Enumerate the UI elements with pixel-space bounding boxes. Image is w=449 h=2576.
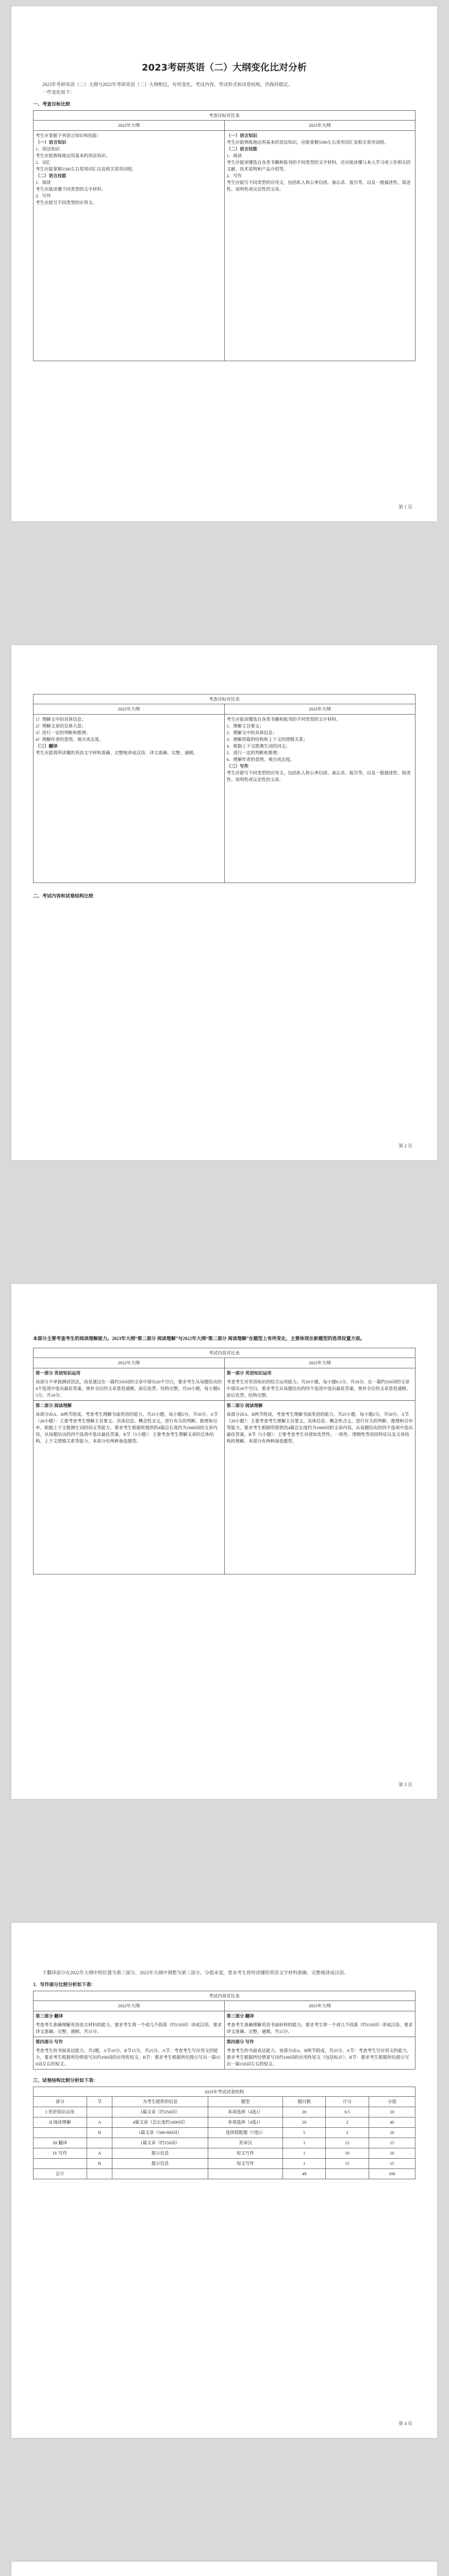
col-header-2023: 2023年大纲: [224, 2001, 415, 2011]
cell-line: 2．理解文中的具体信息；: [226, 730, 277, 735]
part-body: 该部分不单独测试语法，而是通过在一篇约350词的文章中留出20个空白，要求考生从每题给出的4个选项中选出最佳答案，使补全后的文章意思通顺、前后连贯、结构完整。共20小题，每小题0.5分，共10分。: [36, 1379, 222, 1398]
part-title: 第二部分 阅读理解: [36, 1403, 72, 1408]
page-footer: [398, 1142, 412, 1149]
part-title: 第一部分 英语知识运用: [226, 1370, 272, 1376]
cell-line: 2．词汇: [36, 160, 51, 165]
col-header: 题型: [208, 2097, 283, 2107]
objectives-table: [33, 120, 415, 361]
col-header-2022: 2022年大纲: [34, 2001, 225, 2011]
page-number: 1: [404, 504, 407, 510]
cell: 多项选择（4选1）: [208, 2107, 283, 2117]
page-suffix: 页: [407, 504, 412, 510]
section-heading-objectives: 一、考查目标比较: [33, 101, 71, 107]
cell: 1篇文章（约150词）: [112, 2138, 208, 2148]
cell-line: 考生应能写不同类型的应用文，包括私人和公务信函、备忘录、报告等，以及一般描述性、叙述性、说明性或议论性的文章。: [226, 770, 411, 782]
cell: 4篇文章（总长度约1600词）: [112, 2117, 208, 2128]
part-body: 考查考生准确理解英语书面材料的能力。要求考生将一个或几个段落（约150词）译成汉语。要求译文准确、完整、通顺。共15分。: [226, 2022, 413, 2034]
cell: 15: [326, 2159, 369, 2169]
table-row: [34, 2138, 415, 2148]
page-5: [11, 2562, 437, 2576]
section-summary: 本部分主要考查考生的阅读理解能力。2023年大纲“第二部分 阅读理解”与2022年大纲“第二部分 阅读理解”在题型上有所变化，主要体现在新题型的选项设置方面。: [33, 1336, 365, 1341]
page-number: 3: [404, 1782, 407, 1787]
cell-2023: [224, 131, 415, 361]
col-header-2023: 2023年大纲: [224, 121, 415, 131]
part-title: 第四部分 写作: [36, 2039, 63, 2044]
cell: 20: [282, 2117, 325, 2128]
table-row: [34, 2169, 415, 2179]
page-label: 第: [398, 2421, 403, 2426]
col-header-2023: 2023年大纲: [224, 704, 415, 715]
cell: B: [87, 2159, 112, 2169]
part-body: 考查考生的书面表达能力。共2题，A节10分，B节15分，共25分。A节：考查考生写应用文的能力，要求考生根据所给情景写出约100词的应用性短文。B节：要求考生根据所给提示写出一篇150词左右的短文。: [36, 2048, 221, 2066]
page-5-content: [33, 2562, 415, 2576]
structure-subheading: 三、试卷结构比较分析如下表：: [33, 2078, 98, 2083]
table-caption: 考试内容对比表: [33, 1348, 415, 1358]
document-title: 2023考研英语（二）大纲变化比对分析: [141, 62, 307, 73]
page-4: [11, 1923, 437, 2438]
intro-paragraph-2: 一些变化如下：: [42, 90, 75, 95]
cell: 0.5: [326, 2107, 369, 2117]
cell: 2: [326, 2117, 369, 2128]
cell: 提示信息: [112, 2148, 208, 2159]
cell-line: 考生应能写不同类型的应用文。: [36, 200, 97, 205]
table-caption: 考试内容对比表: [33, 1991, 415, 2001]
page-2: [11, 645, 437, 1160]
col-header: 部分: [34, 2097, 87, 2107]
cell: I 英语知识运用: [34, 2107, 87, 2117]
cell-line: 4）理解作者的意图、观点或态度。: [36, 737, 104, 742]
page-footer: [398, 1781, 412, 1788]
cell-line: （三）翻译: [36, 743, 58, 749]
page-footer: [398, 2420, 412, 2427]
part-body: 考查考生准确理解英语语言材料的能力。要求考生将一个或几个段落（约150词）译成汉语，要求译文准确、完整、通顺。共15分。: [36, 2022, 222, 2034]
cell-line: 1．阅读: [226, 153, 242, 158]
cell: [87, 2107, 112, 2117]
cell-line: 2．写作: [226, 173, 242, 178]
cell-2022-part2: [34, 1401, 225, 1574]
translation-note: 于翻译部分在2022年大纲中的位置为第三部分，2023年大纲中调整为第三部分，分值未变，要求考生将所读懂的英语文字材料准确、完整地译成汉语。: [42, 1970, 349, 1975]
cell-line: 1．理解主旨要义；: [226, 723, 264, 728]
col-header-2023: 2023年大纲: [224, 1358, 415, 1368]
part-body: 该部分由A、B两节组成，考查考生理解书面英语的能力。共25小题，每小题2分，共50分。A节（20小题）：主要考查考生理解主旨要义、具体信息、概念性含义，进行有关的判断、推理和引申等能力。要求考生根据所提供的4篇总长度约为1600词的文章内容，从每题给出的四个选项中选出最佳答案。B节（5小题）：主要考查考生对诸如连贯性、一致性、逻辑性等语段特征以及文章结构的理解。本部分有两种备选题型。: [226, 1412, 413, 1444]
col-header-2022: 2022年大纲: [34, 704, 225, 715]
table-row: [34, 2117, 415, 2128]
page-suffix: 页: [407, 2421, 412, 2426]
part-title: 第一部分 英语知识运用: [36, 1370, 81, 1376]
page-label: 第: [398, 1143, 403, 1148]
cell: 100: [369, 2169, 415, 2179]
cell-line: 3）进行一定的判断和推理；: [36, 730, 91, 735]
cell: 5: [282, 2128, 325, 2138]
part-body: 考查考生的书面表达能力。该部分由A、B两节组成，共25分。A节：考查考生写应用文的能力，要求考生根据所给情景写出约100词的应用性短文（包括标点）。B节：要求考生根据所给提示写出一篇150词左右的短文。: [226, 2048, 411, 2066]
page-3-content: [33, 1284, 415, 1574]
intro-paragraph: 2023年考研英语（二）大纲与2022年考研英语（二）大纲相比，有所变化。考试内容、考试形式和试卷结构，仍保持稳定。: [42, 82, 293, 87]
cell: 多项选择（4选1）: [208, 2117, 283, 2128]
part-title: 第三部分 翻译: [36, 2013, 63, 2019]
cell-line: （三）写作: [226, 764, 249, 769]
cell: [326, 2169, 369, 2179]
cell-line: 1．阅读: [36, 180, 51, 185]
cell-line: （一）语言知识: [36, 140, 66, 145]
cell: A: [87, 2148, 112, 2159]
objectives-table-continued: [33, 704, 415, 883]
cell-line: 考生应能掌握5500左右常用词汇以及相关常用词组。: [36, 166, 137, 172]
cell-line: 考生应能将所读懂的英语文字材料准确、完整地译成汉语，译文准确、完整、通顺。: [36, 750, 198, 755]
cell-2023-part1: [224, 1368, 415, 1401]
cell-line: 1）理解文中的具体信息；: [36, 717, 86, 722]
cell: 2: [326, 2128, 369, 2138]
part-title: 第三部分 翻译: [226, 2013, 254, 2019]
cell: 20: [282, 2107, 325, 2117]
cell-line: 考生应掌握下列语言知识和技能：: [36, 133, 102, 138]
cell: 40: [369, 2117, 415, 2128]
cell: 1篇文章（500-600词）: [112, 2128, 208, 2138]
cell-2023-translation: [224, 2011, 415, 2037]
cell: 48: [282, 2169, 325, 2179]
cell-line: 6．理解作者的意图、观点或态度。: [226, 757, 295, 762]
page-suffix: 页: [407, 1782, 412, 1787]
cell-2023: [224, 715, 415, 883]
table-row: [34, 2159, 415, 2169]
writing-subheading: 3．写作部分比较分析如下表：: [33, 1982, 96, 1987]
cell: [208, 2169, 283, 2179]
cell: 英译汉: [208, 2138, 283, 2148]
translation-writing-table: [33, 2001, 415, 2070]
cell-line: （二）语言技能: [36, 173, 66, 178]
cell: 短文写作: [208, 2159, 283, 2169]
cell-line: 5．进行一定的判断和推理；: [226, 750, 281, 755]
cell-line: （二）语言技能: [226, 146, 258, 151]
table-caption: 2023年考试试卷结构: [33, 2087, 415, 2096]
cell-line: 考生应能读懂选自各类书籍和报刊的不同类型的文字材料。: [226, 717, 341, 722]
cell: 1: [282, 2148, 325, 2159]
cell-2023-part2: [224, 1401, 415, 1574]
table-row: [34, 2107, 415, 2117]
part-body: 该部分由A、B两节组成，考查考生理解书面英语的能力。共25小题，每小题2分，共50分。A节（20小题）：主要考查考生理解主旨要义、具体信息、概念性含义，进行有关的判断、推理和引申，根据上下文推测生词的词义等能力。要求考生根据所提供的4篇总长度约为1600词的文章内容，从每题给出的四个选项中选出最佳答案。B节（5小题）：主要考查考生理解文章的总体结构、上下文逻辑关系等能力。本部分有两种备选题型。: [36, 1412, 218, 1444]
cell: [87, 2138, 112, 2148]
page-footer: [398, 503, 412, 510]
cell-line: 2．写作: [36, 193, 51, 198]
cell: A: [87, 2117, 112, 2128]
cell: 10: [369, 2148, 415, 2159]
page-1: [11, 6, 437, 521]
cell: III 翻译: [34, 2138, 87, 2148]
table-row: [34, 2148, 415, 2159]
page-number: 4: [404, 2421, 407, 2426]
cell-line: （一）语言知识: [226, 133, 258, 138]
cell: 短文写作: [208, 2148, 283, 2159]
cell-line: 考生应能写不同类型的应用文，包括私人和公务信函、备忘录、报告等，以及一般描述性、叙述性、说明性或议论性的文章。: [226, 180, 411, 192]
col-header: 节: [87, 2097, 112, 2107]
col-header-2022: 2022年大纲: [34, 1358, 225, 1368]
content-table: [33, 1358, 415, 1574]
page-label: 第: [398, 504, 403, 510]
table-row: [34, 2128, 415, 2138]
cell: 1篇文章（约350词）: [112, 2107, 208, 2117]
cell-line: 考生应能熟练地运用基本的语法知识。: [36, 153, 110, 158]
cell: 总计: [34, 2169, 87, 2179]
cell-line: 考生应能读懂不同类型的文字材料。: [36, 187, 106, 192]
cell-line: 3．理解语篇的结构和上下文的逻辑关系；: [226, 737, 308, 742]
col-header: 计分: [326, 2097, 369, 2107]
cell: 1: [282, 2138, 325, 2148]
cell: B: [87, 2128, 112, 2138]
cell: 15: [369, 2138, 415, 2148]
col-header: 分值: [369, 2097, 415, 2107]
cell-line: 4．根据上下文推测生词的词义；: [226, 743, 290, 749]
part-body: 考查考生对英语知识的综合运用能力。共20小题，每小题0.5分，共10分。在一篇约350词的文章中留出20个空白，要求考生从每题给出的四个选项中选出最佳答案，使补全后的文章意思通顺、前后连贯、结构完整。: [226, 1379, 411, 1398]
section-heading-content: 二、考试内容和试卷结构比较: [33, 893, 94, 899]
cell-2023-writing: [224, 2037, 415, 2070]
cell-2022-part1: [34, 1368, 225, 1401]
cell-line: 2）理解文章的总体大意；: [36, 723, 86, 728]
page-4-content: [33, 1923, 415, 2179]
cell-line: 考生应能熟练地运用基本的语法知识，应能掌握5500左右常用词汇及相关常用词组。: [226, 140, 389, 145]
col-header-2022: 2022年大纲: [34, 121, 225, 131]
cell: 15: [326, 2138, 369, 2148]
col-header: 题目数: [282, 2097, 325, 2107]
table-caption: 考查目标对比表: [33, 694, 415, 704]
cell-line: 1．语法知识: [36, 146, 60, 151]
cell: 1: [282, 2159, 325, 2169]
cell-line: 考生应能读懂选自各类书籍和报刊的不同类型的文字材料，还应能读懂与本人学习或工作相关的文献、技术说明和产品介绍等。: [226, 160, 411, 172]
page-2-content: [33, 645, 415, 902]
page-suffix: 页: [407, 1143, 412, 1148]
cell: [34, 2159, 87, 2169]
page-1-content: [33, 6, 415, 361]
part-title: 第四部分 写作: [226, 2039, 254, 2044]
cell: [112, 2169, 208, 2179]
cell-2022-writing: [34, 2037, 225, 2070]
page-number: 2: [404, 1143, 407, 1148]
cell: [34, 2128, 87, 2138]
cell: 选择搭配题（7选5）: [208, 2128, 283, 2138]
page-label: 第: [398, 1782, 403, 1787]
page-3: [11, 1284, 437, 1799]
col-header: 为考生提供的信息: [112, 2097, 208, 2107]
cell: 15: [369, 2159, 415, 2169]
structure-table-2023: [33, 2096, 415, 2179]
cell: II 阅读理解: [34, 2117, 87, 2128]
cell-2022: [34, 715, 225, 883]
cell: 10: [326, 2148, 369, 2159]
cell: 10: [369, 2128, 415, 2138]
part-title: 第二部分 阅读理解: [226, 1403, 263, 1408]
cell: 10: [369, 2107, 415, 2117]
cell: [87, 2169, 112, 2179]
cell-2022: [34, 131, 225, 361]
cell: 提示信息: [112, 2159, 208, 2169]
table-caption: 考查目标对比表: [33, 110, 415, 120]
cell-2022-translation: [34, 2011, 225, 2037]
cell: IV 写作: [34, 2148, 87, 2159]
